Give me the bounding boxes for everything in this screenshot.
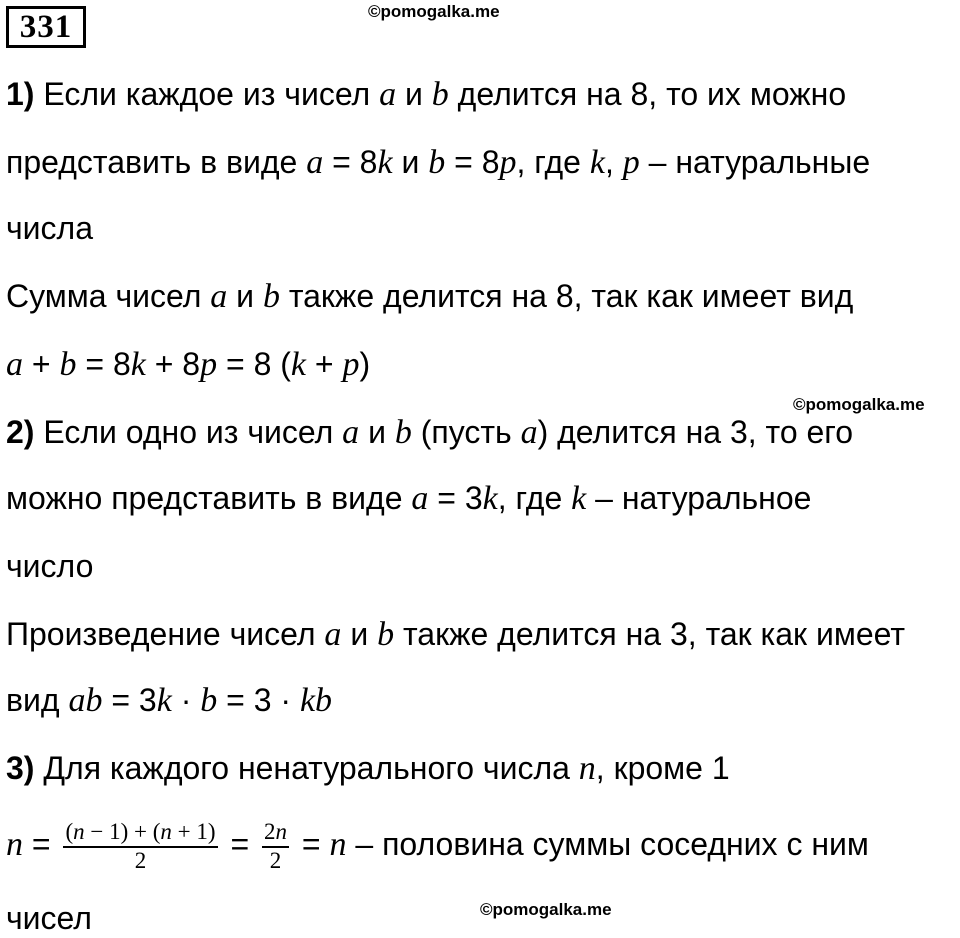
text: также делится на 3, так как имеет [394, 616, 905, 652]
math-var: a [411, 480, 429, 517]
math-var: a [6, 346, 23, 383]
text: , кроме 1 [595, 750, 730, 786]
text: + 1) [171, 819, 216, 845]
math-var: k [589, 144, 605, 181]
text: = [23, 826, 60, 862]
text: = [293, 826, 330, 862]
text: = 3 [428, 480, 483, 516]
part2-line2 [6, 478, 811, 519]
text: + [306, 346, 343, 382]
text: (пусть [411, 414, 521, 450]
text: представить в виде [6, 144, 307, 180]
text: ) [359, 346, 371, 382]
math-var: k [130, 346, 146, 383]
watermark-top: ©pomogalka.me [368, 2, 500, 21]
math-var: kb [299, 682, 333, 719]
text: = 3 [102, 682, 157, 718]
math-var: ab [68, 682, 103, 719]
text: 2 [264, 819, 276, 845]
text: = 3 · [217, 682, 300, 718]
part3-line2-formula [6, 814, 869, 875]
text: , где [516, 144, 590, 180]
text: также делится на 8, так как имеет вид [279, 278, 854, 314]
text: Если каждое из чисел [34, 76, 380, 112]
text: ( [65, 819, 74, 845]
text: ) делится на 3, то его [537, 414, 854, 450]
text: = 8 [76, 346, 131, 382]
part2-line3: число [6, 548, 94, 584]
math-var: k [571, 480, 587, 517]
part3-line3: чисел [6, 900, 92, 936]
math-var: b [59, 346, 77, 383]
text: , где [497, 480, 572, 516]
watermark-bottom: ©pomogalka.me [480, 900, 612, 919]
text: · [171, 682, 201, 718]
fraction-1-numerator [63, 819, 217, 848]
text: Сумма чисел [6, 278, 211, 314]
math-var: k [156, 682, 172, 719]
text: и [392, 144, 429, 180]
part1-line2 [6, 142, 870, 183]
problem-number: 331 [19, 9, 73, 45]
text: = 8 [323, 144, 378, 180]
part2-marker: 2) [6, 414, 35, 450]
math-var: b [200, 682, 218, 719]
part1-marker: 1) [6, 76, 35, 112]
math-var: n [160, 819, 172, 845]
math-var: a [210, 278, 228, 315]
text: = 8 ( [217, 346, 291, 382]
math-var: k [290, 346, 306, 383]
math-var: b [262, 278, 280, 315]
part1-line3: числа [6, 210, 94, 246]
math-var: b [428, 144, 446, 181]
math-var: n [6, 826, 23, 863]
math-var: k [482, 480, 498, 517]
math-var: a [520, 414, 538, 451]
part1-line5 [6, 344, 370, 385]
text: = [221, 826, 259, 862]
part2-line4 [6, 614, 905, 655]
text: Для каждого ненатурального числа [34, 750, 579, 786]
fraction-2 [262, 819, 289, 874]
text: делится на 8, то их можно [448, 76, 847, 112]
math-var: k [377, 144, 393, 181]
math-var: a [324, 616, 342, 653]
text: − 1) + ( [84, 819, 161, 845]
text: и [227, 278, 263, 314]
part2-line1 [6, 412, 853, 453]
math-var: a [379, 76, 397, 113]
text: , [604, 144, 623, 180]
text: – натуральное [586, 480, 812, 516]
fraction-1-denominator: 2 [134, 848, 147, 874]
math-var: a [342, 414, 360, 451]
math-var: b [431, 76, 449, 113]
math-var: n [275, 819, 288, 845]
text: и [359, 414, 395, 450]
problem-number-box [6, 6, 86, 48]
part1-line1 [6, 74, 846, 115]
text: Если одно из чисел [34, 414, 343, 450]
math-var: b [377, 616, 395, 653]
text: – половина суммы соседних с ним [346, 826, 869, 862]
text: + [23, 346, 60, 382]
math-var: n [329, 826, 347, 863]
part3-line1 [6, 748, 730, 789]
math-var: b [394, 414, 412, 451]
text: и [341, 616, 378, 652]
math-var: p [622, 144, 640, 181]
math-var: p [499, 144, 517, 181]
math-var: a [306, 144, 324, 181]
text: вид [6, 682, 69, 718]
fraction-2-numerator [262, 819, 289, 848]
math-var: n [73, 819, 85, 845]
part1-line4 [6, 276, 853, 317]
math-var: p [200, 346, 218, 383]
text: Произведение чисел [6, 616, 325, 652]
part2-line5 [6, 680, 332, 721]
part3-marker: 3) [6, 750, 35, 786]
watermark-middle: ©pomogalka.me [793, 395, 925, 414]
fraction-1 [63, 819, 217, 874]
text: и [396, 76, 432, 112]
math-var: p [342, 346, 360, 383]
text: = 8 [445, 144, 500, 180]
fraction-2-denominator: 2 [269, 848, 282, 874]
math-var: n [578, 750, 596, 787]
text: + 8 [145, 346, 201, 382]
text: – натуральные [639, 144, 871, 180]
text: можно представить в виде [6, 480, 412, 516]
